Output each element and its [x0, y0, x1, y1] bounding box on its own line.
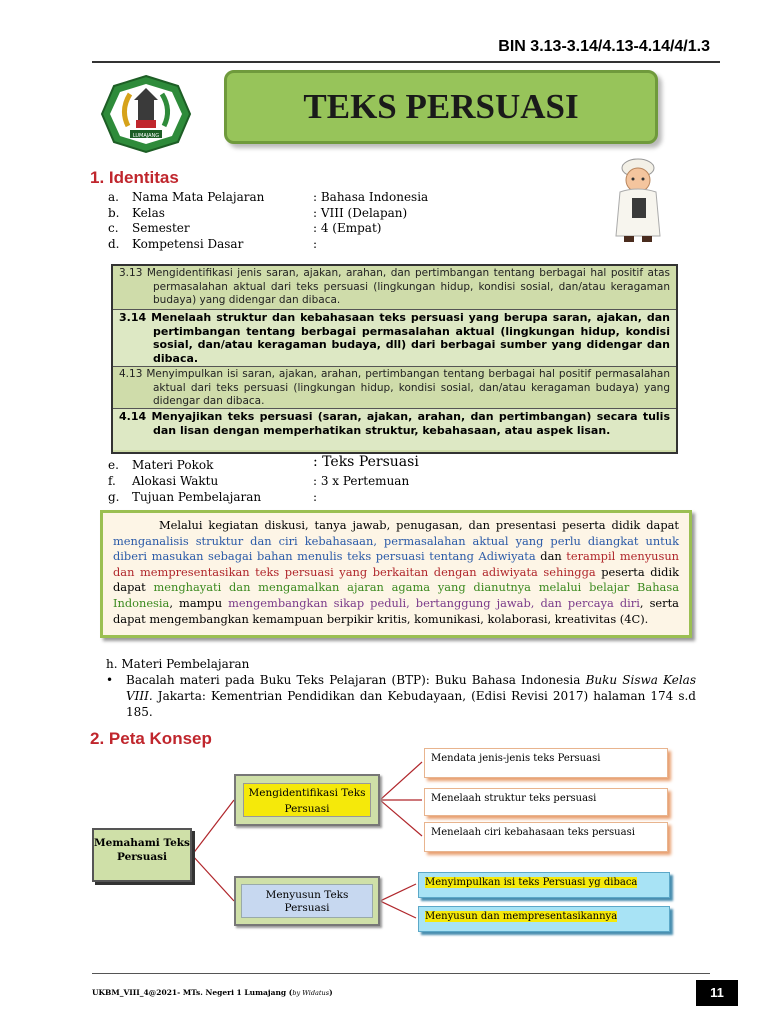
concept-leaf: Menyusun dan mempresentasikannya [418, 906, 670, 932]
identity-row-competence: d. Kompetensi Dasar : [108, 236, 318, 251]
section-heading-concept-map: 2. Peta Konsep [90, 729, 212, 748]
svg-text:LUMAJANG: LUMAJANG [132, 133, 160, 139]
section-heading-identitas: 1. Identitas [90, 168, 179, 187]
competence-row: 4.14 Menyajikan teks persuasi (saran, ajakan, arahan, dan pertimbangan) secara tulis dan lisan dengan memperhatikan struktur, kebahasaan, atau aspek lisan. [113, 409, 676, 450]
competence-row: 3.13 Mengidentifikasi jenis saran, ajakan, arahan, dan pertimbangan tentang berbagai hal positif atas permasalahan aktual dari teks persuasi (lingkungan hidup, kondisi sosial, dan/atau keragaman budaya) yang didengar dan dibaca. [113, 266, 676, 310]
concept-leaf: Menyimpulkan isi teks Persuasi yg dibaca [418, 872, 670, 898]
identity-row-semester: c. Semester : 4 (Empat) [108, 221, 382, 235]
identity-row-goal: g. Tujuan Pembelajaran : [108, 490, 318, 504]
concept-main-node: Memahami Teks Persuasi [92, 828, 192, 882]
concept-leaf: Menelaah ciri kebahasaan teks persuasi [424, 822, 668, 852]
concept-branch-identify: Mengidentifikasi Teks Persuasi [234, 774, 380, 826]
footer-text: UKBM_VIII_4@2021- MTs. Negeri 1 Lumajang (by Widatus) [92, 988, 333, 997]
concept-branch-compose: Menyusun Teks Persuasi [234, 876, 380, 926]
identity-row-time: f. Alokasi Waktu : 3 x Pertemuan [108, 474, 410, 488]
document-code: BIN 3.13-3.14/4.13-4.14/4/1.3 [498, 38, 710, 55]
identity-row-subject: a. Nama Mata Pelajaran : Bahasa Indonesia [108, 190, 429, 204]
competence-row: 3.14 Menelaah struktur dan kebahasaan teks persuasi yang berupa saran, ajakan, dan pertimbangan tentang berbagai permasalahan aktual (lingkungan hidup, kondisi sosial, dan/atau keragaman budaya, dll) dari berbagai sumber yang didengar dan dibaca. [113, 310, 676, 367]
concept-leaf: Mendata jenis-jenis teks Persuasi [424, 748, 668, 778]
learning-material-heading: h. Materi Pembelajaran [106, 657, 250, 671]
footer-divider [92, 973, 710, 974]
competence-row: 4.13 Menyimpulkan isi saran, ajakan, arahan, pertimbangan tentang berbagai hal positif permasalahan aktual dari teks persuasi (lingkungan hidup, kondisi sosial, dan/atau keragaman budaya) yang didengar dan dibaca. [113, 367, 676, 409]
identity-row-class: b. Kelas : VIII (Delapan) [108, 205, 408, 220]
bullet: • [106, 673, 114, 687]
concept-leaf: Menelaah struktur teks persuasi [424, 788, 668, 816]
page-title: TEKS PERSUASI [303, 87, 579, 126]
learning-objective-box: Melalui kegiatan diskusi, tanya jawab, penugasan, dan presentasi peserta didik dapat menganalisis struktur dan ciri kebahasaan, permasalahan aktual yang perlu diangkat untuk diberi masukan sebagai bahan menulis teks persuasi tentang Adiwiyata dan terampil menyusun dan mempresentasikan teks persuasi yang berkaitan dengan adiwiyata sehingga peserta didik dapat menghayati dan mengamalkan ajaran agama yang dianutnya melalui belajar Bahasa Indonesia, mampu mengembangkan sikap peduli, bertanggung jawab, dan percaya diri, serta dapat mengembangkan kemampuan berpikir kritis, komunikasi, kolaborasi, kreativitas (4C). [100, 510, 692, 638]
learning-material-item: • Bacalah materi pada Buku Teks Pelajaran (BTP): Buku Bahasa Indonesia Buku Siswa Kelas VIII. Jakarta: Kementrian Pendidikan dan Kebudayaan, (Edisi Revisi 2017) halaman 174 s.d 185. [106, 673, 696, 719]
identity-row-topic: e. Materi Pokok : Teks Persuasi [108, 454, 419, 472]
page-number: 11 [696, 980, 738, 1006]
